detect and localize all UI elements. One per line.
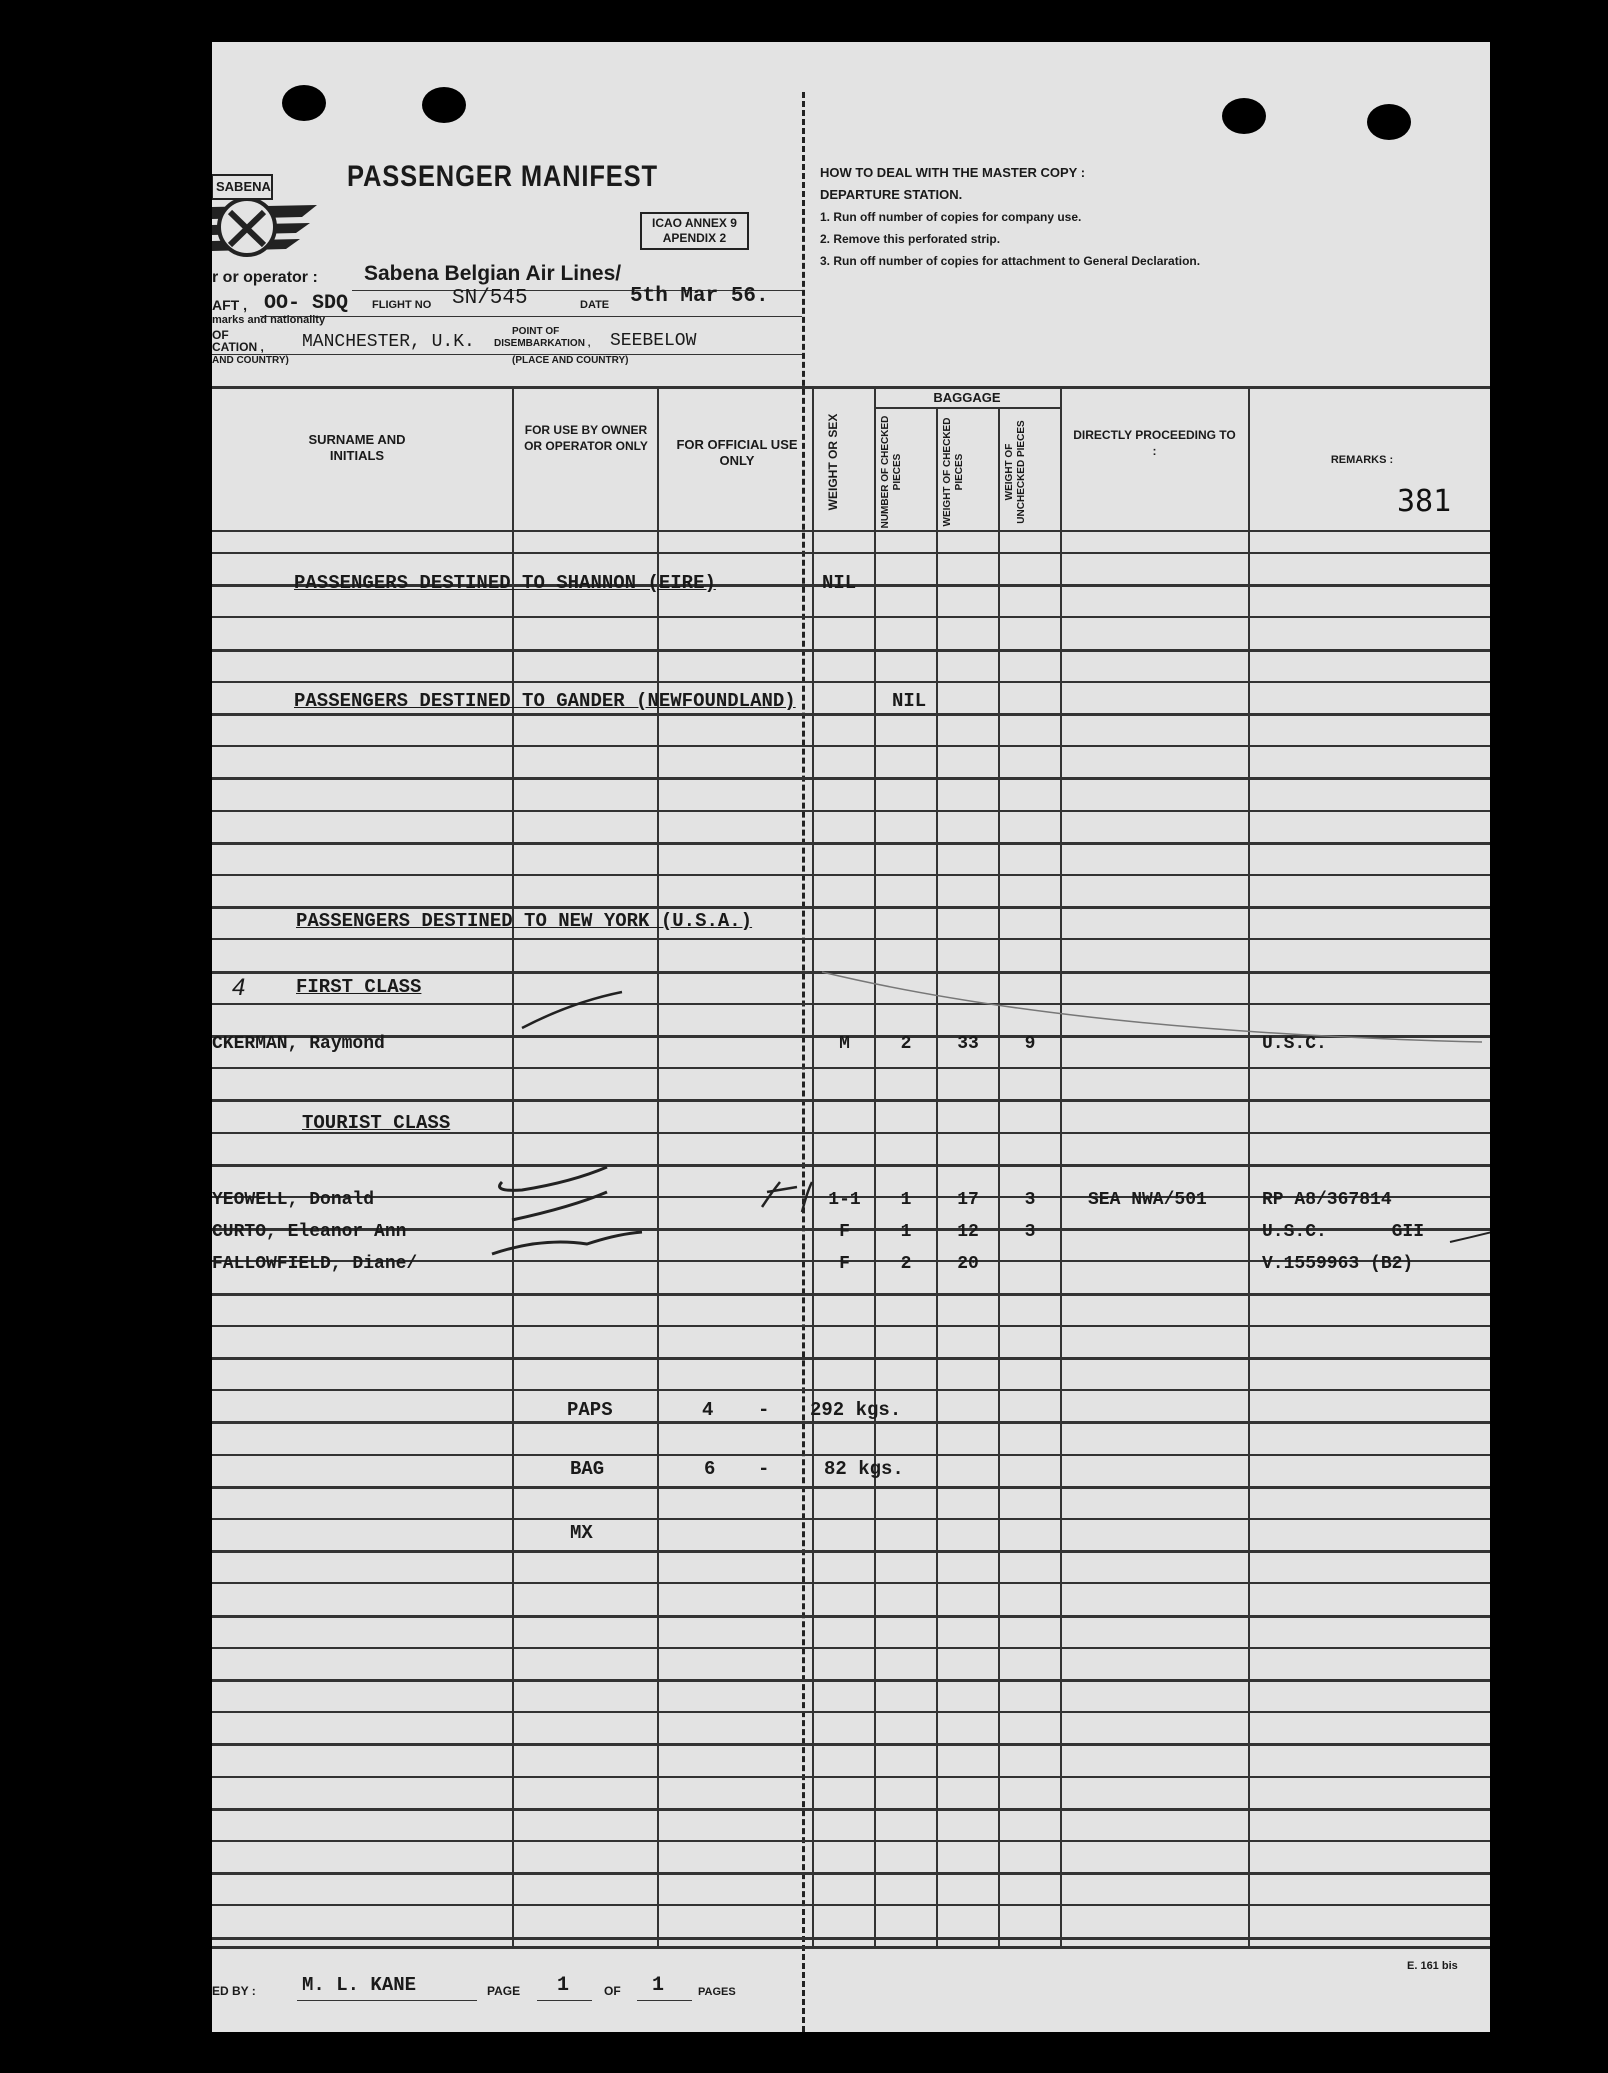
- table-bottom-border: [212, 1946, 1490, 1949]
- form-code: E. 161 bis: [1407, 1960, 1458, 1972]
- passenger-pieces: 1: [900, 1190, 912, 1210]
- instruction-item: 3. Run off number of copies for attachment to General Declaration.: [820, 254, 1201, 268]
- section-shannon-nil: NIL: [822, 572, 857, 594]
- bag-dash: -: [758, 1458, 770, 1480]
- place-label: AND COUNTRY): [212, 355, 289, 366]
- col-header-weight-unchecked: WEIGHT OF UNCHECKED PIECES: [1004, 420, 1027, 524]
- col-header-num-checked: NUMBER OF CHECKED PIECES: [880, 415, 903, 529]
- footer-page-value: 1: [557, 1974, 570, 1997]
- first-class-heading: FIRST CLASS: [296, 976, 422, 998]
- date-value: 5th Mar 56.: [630, 285, 769, 308]
- disembark-label: POINT OF: [512, 326, 560, 337]
- section-shannon: PASSENGERS DESTINED TO SHANNON (EIRE): [294, 572, 716, 594]
- section-gander-nil: NIL: [892, 690, 927, 712]
- annex-line: ICAO ANNEX 9: [652, 216, 737, 230]
- passenger-weight: 17: [957, 1190, 979, 1210]
- col-header-owner: FOR USE BY OWNER OR OPERATOR ONLY: [524, 423, 648, 453]
- passenger-unchecked: 3: [1024, 1222, 1036, 1242]
- embark-label: OF: [212, 328, 229, 342]
- passenger-sex: F: [839, 1254, 850, 1274]
- passenger-weight: 12: [957, 1222, 979, 1242]
- col-header-baggage: BAGGAGE: [933, 390, 1001, 405]
- passenger-weight: 33: [957, 1034, 979, 1054]
- annex-line: APENDIX 2: [662, 231, 727, 245]
- passenger-name: CKERMAN, Raymond: [212, 1034, 385, 1054]
- passenger-sex: M: [839, 1034, 850, 1054]
- logo-text: SABENA: [216, 179, 271, 194]
- col-header-weight-checked: WEIGHT OF CHECKED PIECES: [942, 417, 965, 527]
- passenger-unchecked: 9: [1024, 1034, 1036, 1054]
- passenger-pieces: 2: [900, 1254, 912, 1274]
- passenger-remarks: U.S.C.: [1262, 1034, 1327, 1054]
- page-stamp: 381: [1397, 484, 1452, 519]
- footer-by-value: M. L. KANE: [302, 1974, 417, 1996]
- embark-label: CATION ,: [212, 340, 264, 354]
- col-header-weight-sex: WEIGHT OR SEX: [826, 413, 840, 511]
- passenger-remarks: RP A8/367814: [1262, 1190, 1392, 1210]
- passenger-pieces: 1: [900, 1222, 912, 1242]
- embark-value: MANCHESTER, U.K.: [302, 332, 475, 352]
- footer-page-label: PAGE: [487, 1984, 521, 1998]
- footer-pages-label: PAGES: [698, 1986, 736, 1998]
- mx-label: MX: [570, 1522, 593, 1544]
- passenger-weight: 20: [957, 1254, 979, 1274]
- col-header-proceeding: DIRECTLY PROCEEDING TO :: [1073, 428, 1236, 458]
- section-newyork: PASSENGERS DESTINED TO NEW YORK (U.S.A.): [296, 910, 753, 932]
- operator-value: Sabena Belgian Air Lines/: [364, 262, 622, 285]
- field-underline: [537, 2000, 592, 2001]
- operator-label: r or operator :: [212, 269, 318, 286]
- col-header-remarks: REMARKS :: [1330, 454, 1394, 466]
- passenger-remarks: V.1559963 (B2): [1262, 1254, 1414, 1274]
- disembark-label: DISEMBARKATION ,: [494, 338, 591, 349]
- instruction-item: 1. Run off number of copies for company use.: [820, 210, 1082, 224]
- first-class-mark: 4: [232, 974, 246, 1001]
- place-label: (PLACE AND COUNTRY): [512, 355, 629, 366]
- instruction-item: 2. Remove this perforated strip.: [820, 232, 1001, 246]
- paps-weight: 292 kgs.: [810, 1399, 902, 1421]
- bag-weight: 82 kgs.: [824, 1458, 904, 1480]
- passenger-name: YEOWELL, Donald: [212, 1190, 375, 1210]
- date-label: DATE: [580, 299, 610, 311]
- paps-dash: -: [758, 1399, 770, 1421]
- passenger-name: FALLOWFIELD, Diane/: [212, 1254, 418, 1274]
- passenger-name: CURTO, Eleanor Ann: [212, 1222, 407, 1242]
- field-underline: [637, 2000, 692, 2001]
- instructions-station: DEPARTURE STATION.: [820, 187, 963, 202]
- flight-value: SN/545: [452, 287, 528, 310]
- passenger-proceeding: SEA NWA/501: [1088, 1190, 1207, 1210]
- col-header-official: FOR OFFICIAL USE ONLY: [676, 437, 798, 468]
- footer-of-label: OF: [604, 1984, 621, 1998]
- section-gander: PASSENGERS DESTINED TO GANDER (NEWFOUNDLAND): [294, 690, 796, 712]
- paps-label: PAPS: [567, 1399, 613, 1421]
- manifest-sheet: [212, 42, 1490, 2032]
- paps-count: 4: [702, 1399, 714, 1421]
- flight-label: FLIGHT NO: [372, 299, 432, 311]
- handwritten-marks: [212, 42, 1490, 2032]
- passenger-sex: F: [839, 1222, 850, 1242]
- passenger-remarks: U.S.C. GII: [1262, 1222, 1425, 1242]
- passenger-pieces: 2: [900, 1034, 912, 1054]
- footer-of-value: 1: [652, 1974, 665, 1997]
- disembark-value: SEEBELOW: [610, 331, 697, 351]
- aircraft-label: AFT ,: [212, 297, 247, 313]
- col-header-surname: SURNAME AND INITIALS: [308, 432, 406, 463]
- bag-label: BAG: [570, 1458, 605, 1480]
- aircraft-value: OO- SDQ: [264, 292, 349, 315]
- footer-by-label: ED BY :: [212, 1984, 256, 1998]
- passenger-sex: 1-1: [828, 1190, 861, 1210]
- tourist-class-heading: TOURIST CLASS: [302, 1112, 451, 1134]
- bag-count: 6: [704, 1458, 716, 1480]
- instructions-title: HOW TO DEAL WITH THE MASTER COPY :: [820, 165, 1086, 180]
- field-underline: [297, 2000, 477, 2001]
- marks-label: marks and nationality: [212, 314, 326, 326]
- page-title: PASSENGER MANIFEST: [347, 160, 658, 193]
- passenger-unchecked: 3: [1024, 1190, 1036, 1210]
